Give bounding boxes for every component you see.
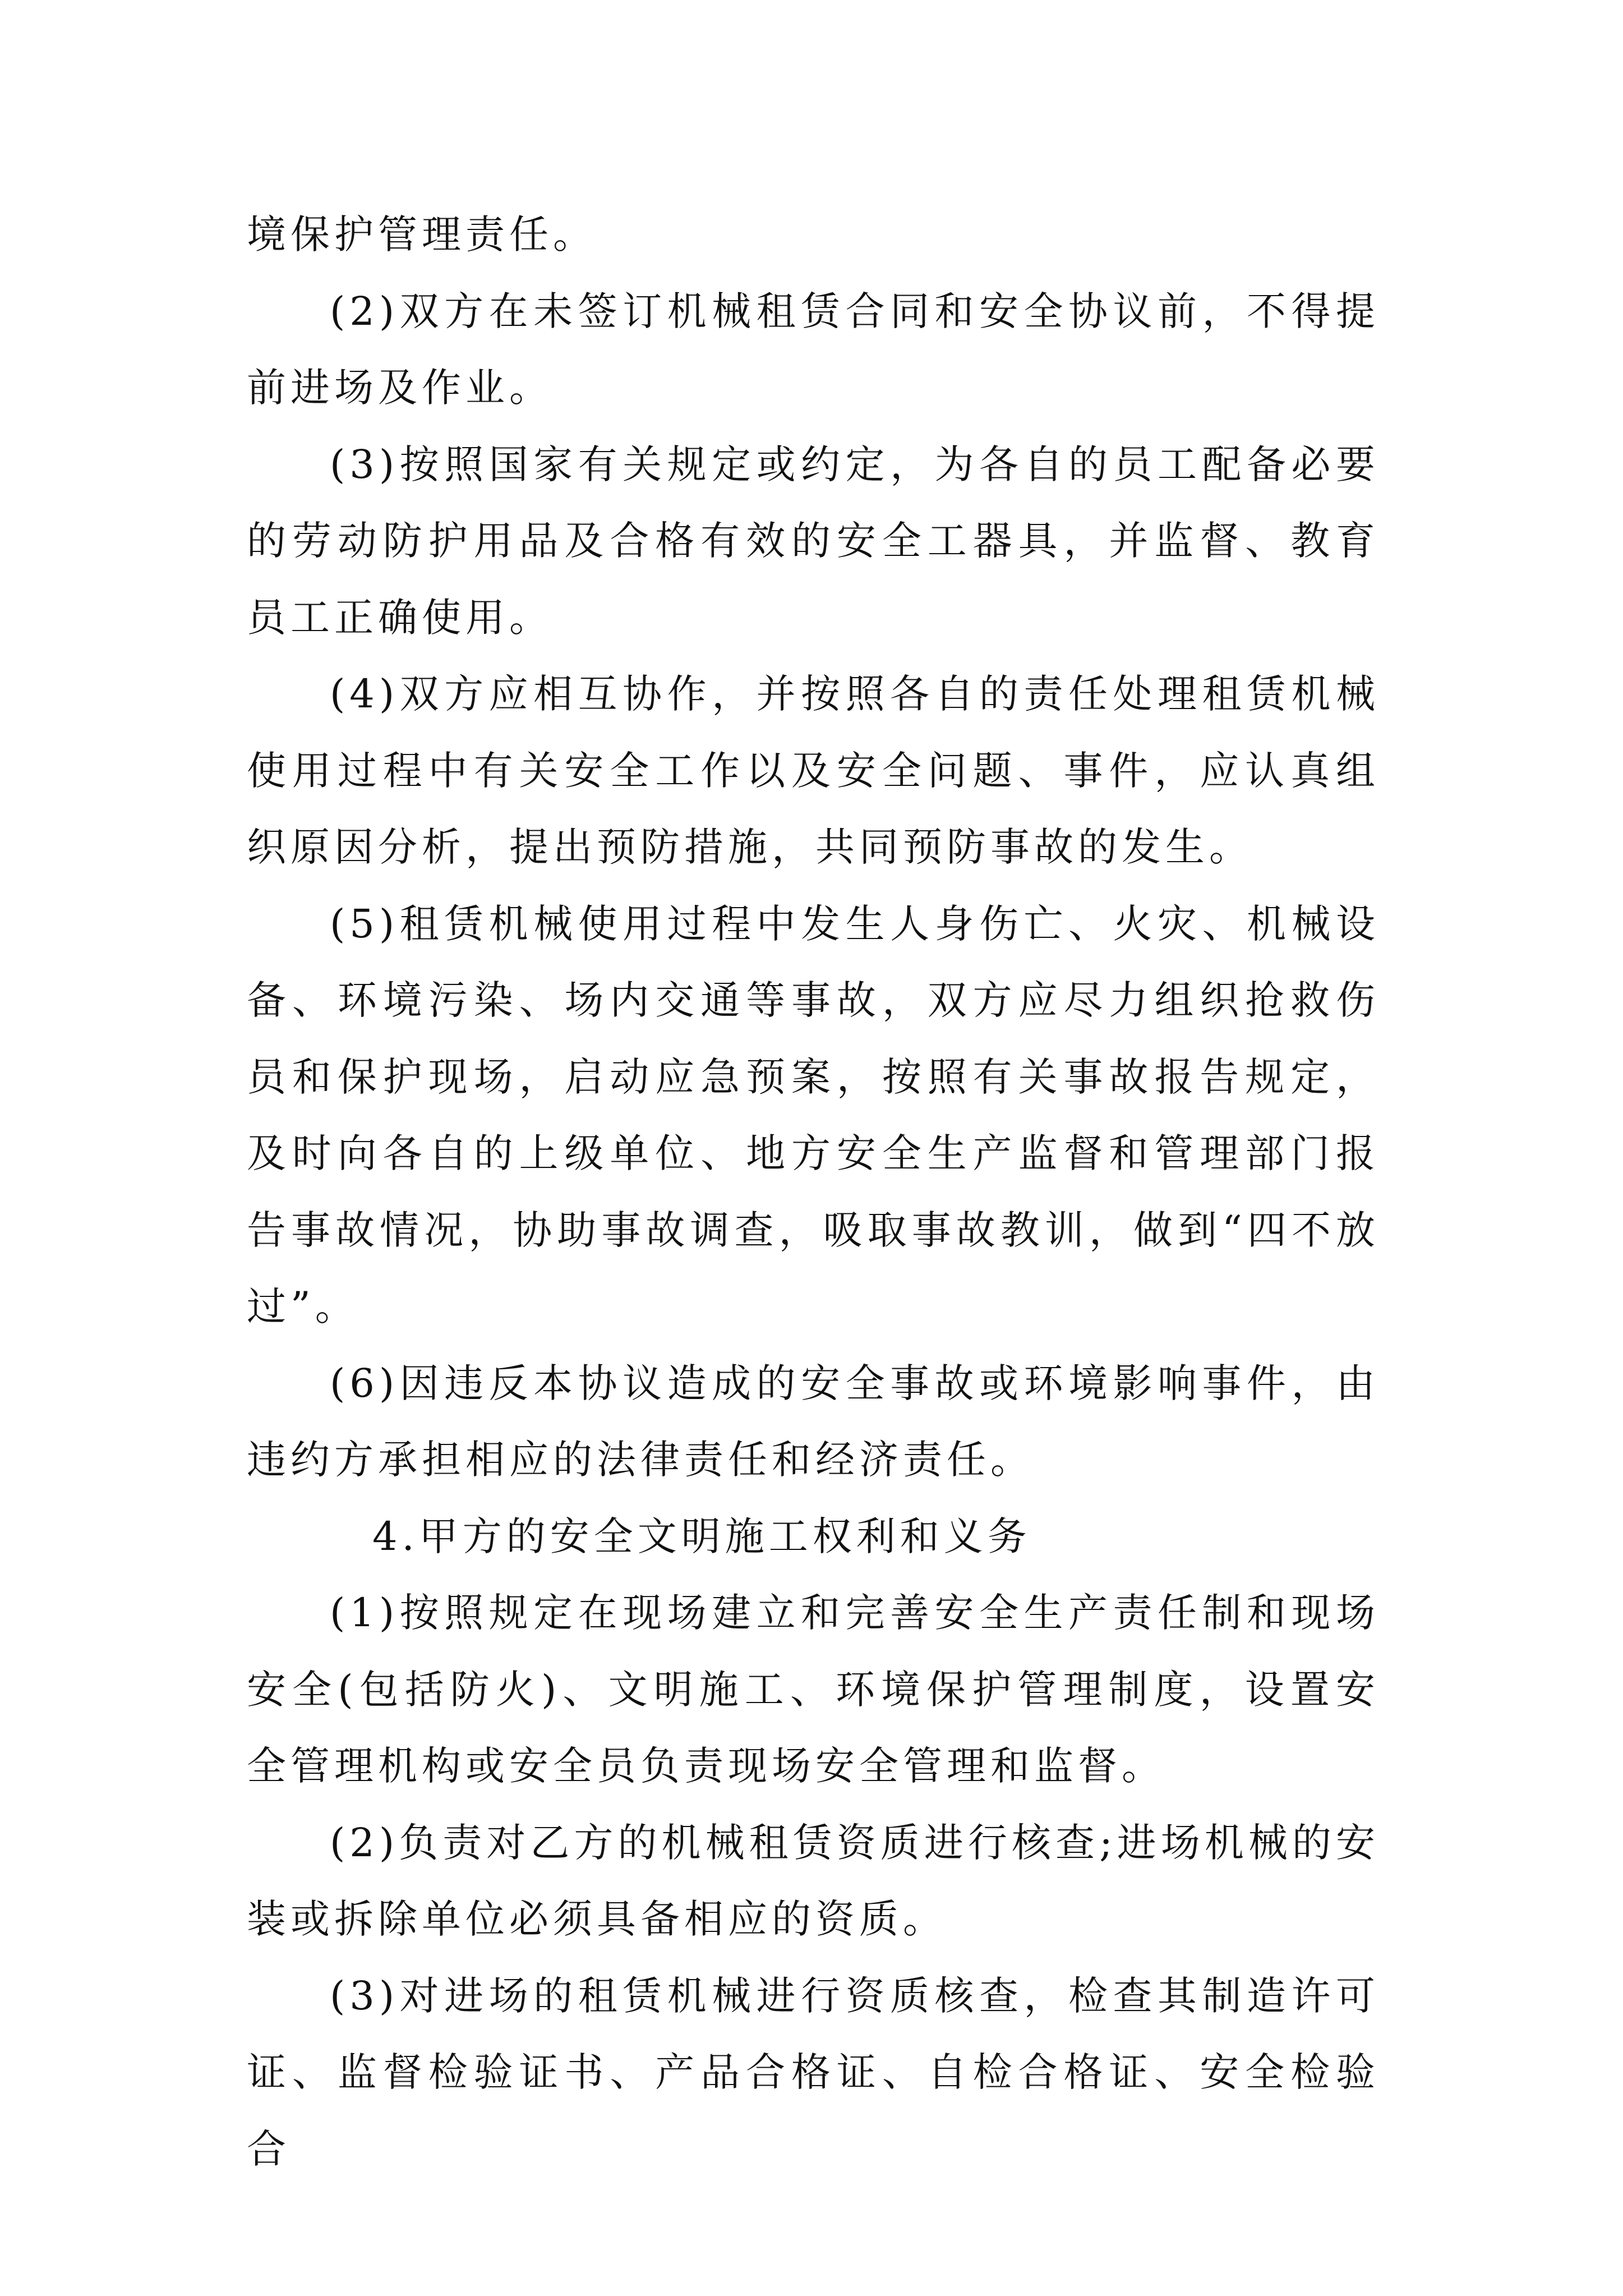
paragraph-item-5: (5)租赁机械使用过程中发生人身伤亡、火灾、机械设备、环境污染、场内交通等事故，双方应尽力组织抢救伤员和保护现场，启动应急预案，按照有关事故报告规定，及时向各自的上级单位、地方安全生产监督和管理部门报告事故情况，协助事故调查，吸取事故教训，做到“四不放过”。 <box>247 900 1380 1329</box>
paragraph-item-4: (4)双方应相互协作，并按照各自的责任处理租赁机械使用过程中有关安全工作以及安全问题、事件，应认真组织原因分析，提出预防措施，共同预防事故的发生。 <box>247 671 1380 870</box>
paragraph-item-6: (6)因违反本协议造成的安全事故或环境影响事件，由违约方承担相应的法律责任和经济责任。 <box>247 1360 1380 1483</box>
paragraph-item-3: (3)按照国家有关规定或约定，为各自的员工配备必要的劳动防护用品及合格有效的安全工器具，并监督、教育员工正确使用。 <box>247 441 1380 641</box>
paragraph-sub-item-1: (1)按照规定在现场建立和完善安全生产责任制和现场安全(包括防火)、文明施工、环境保护管理制度，设置安全管理机构或安全员负责现场安全管理和监督。 <box>247 1590 1380 1789</box>
paragraph-sub-item-3: (3)对进场的租赁机械进行资质核查，检查其制造许可证、监督检验证书、产品合格证、自检合格证、安全检验合 <box>247 1972 1380 2172</box>
paragraph-continuation: 境保护管理责任。 <box>247 211 597 257</box>
paragraph-item-2: (2)双方在未签订机械租赁合同和安全协议前，不得提前进场及作业。 <box>247 288 1380 411</box>
section-heading: 4.甲方的安全文明施工权利和义务 <box>372 1513 1031 1559</box>
paragraph-sub-item-2: (2)负责对乙方的机械租赁资质进行核查;进场机械的安装或拆除单位必须具备相应的资质。 <box>247 1819 1380 1942</box>
document-body <box>247 196 1380 2187</box>
